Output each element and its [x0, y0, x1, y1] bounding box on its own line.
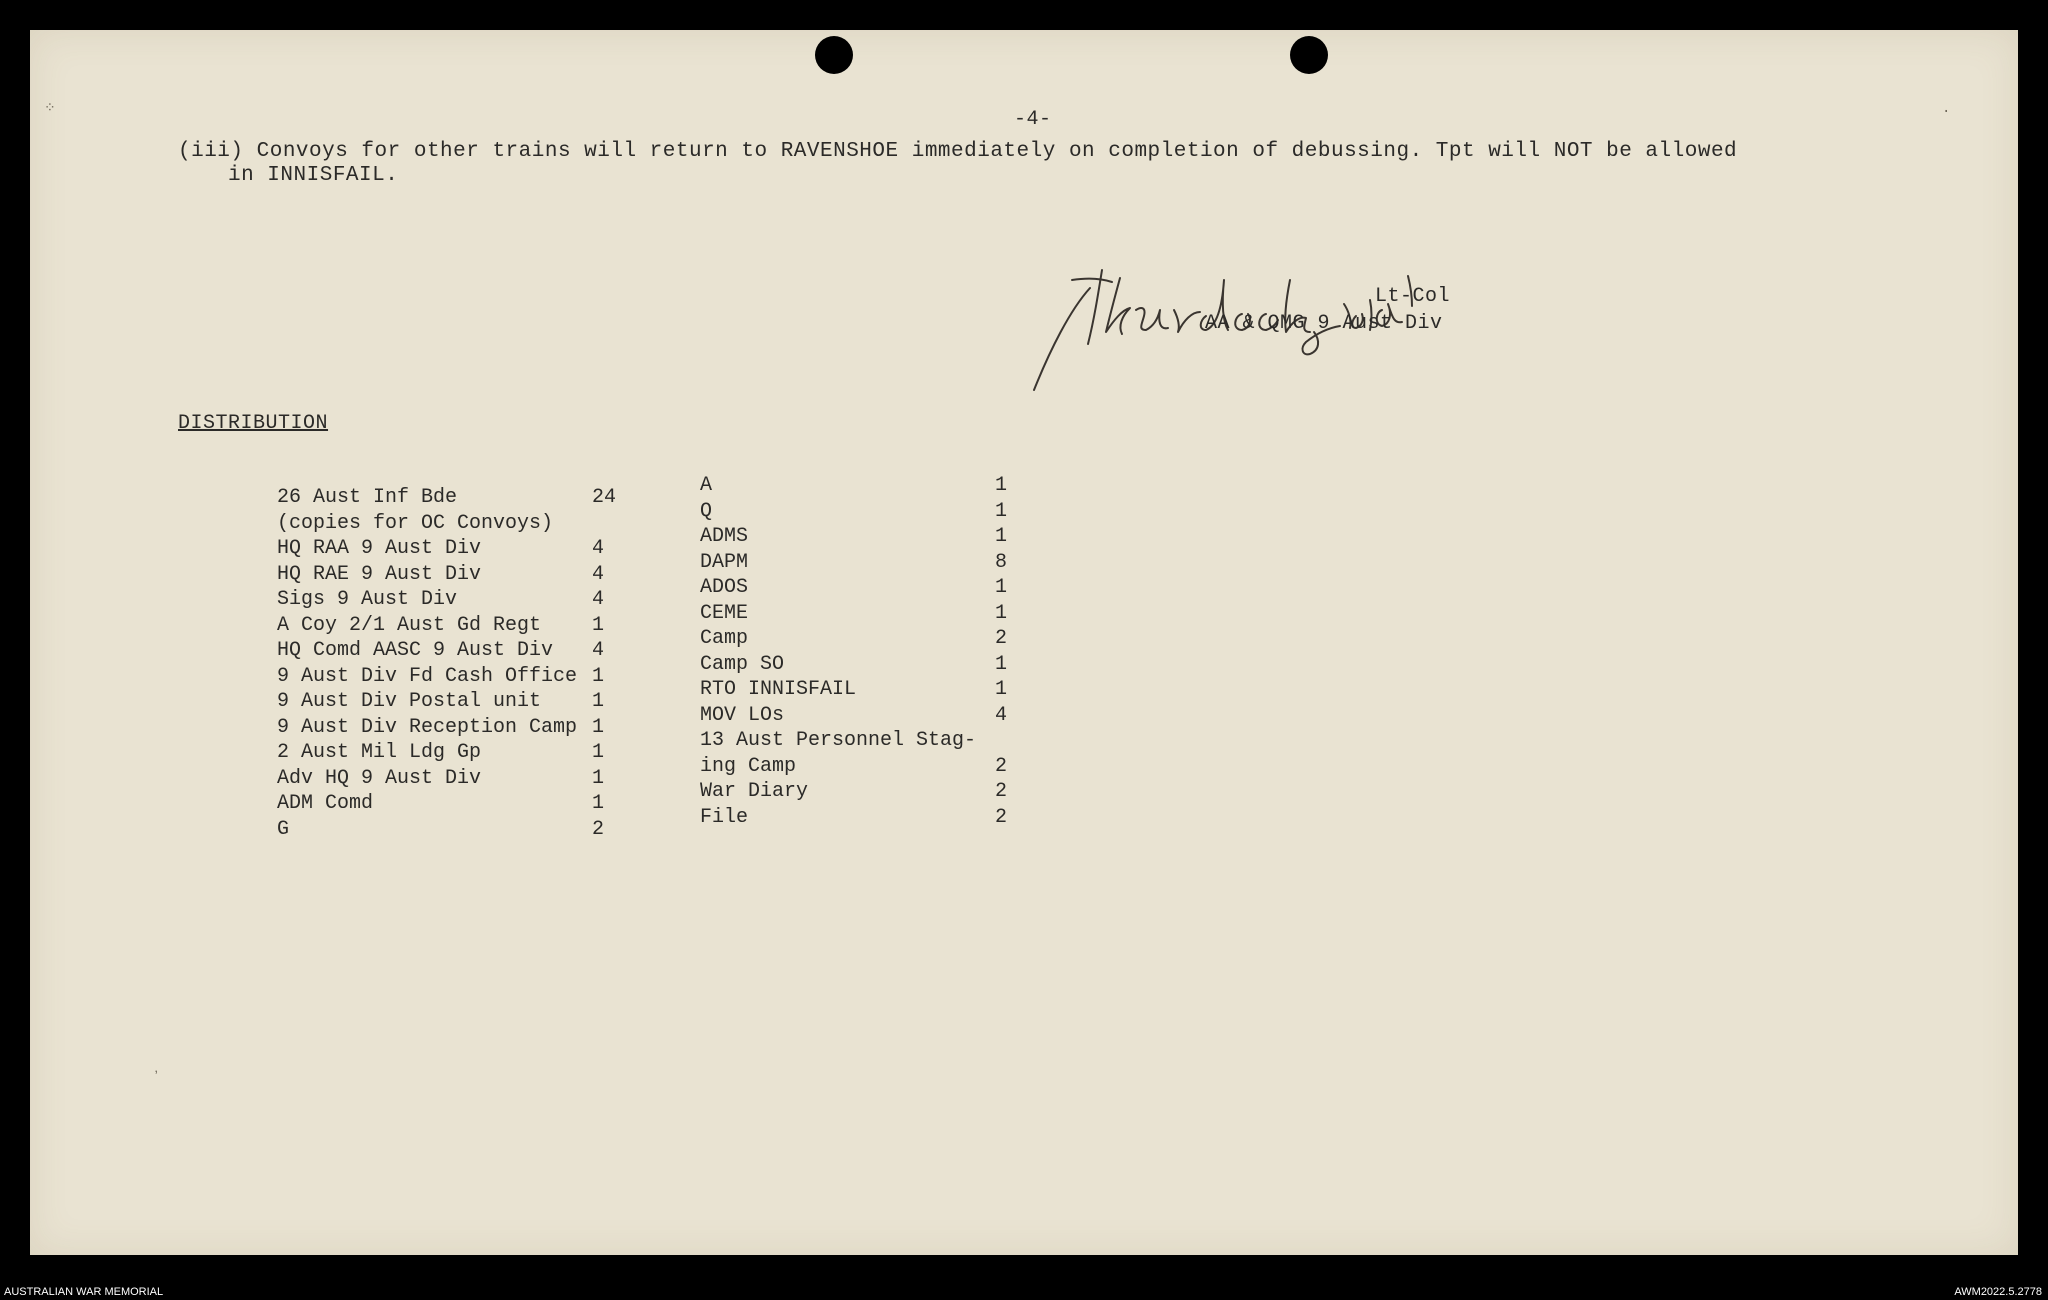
footer-source: AUSTRALIAN WAR MEMORIAL — [4, 1286, 164, 1298]
footer-bar — [0, 1285, 2048, 1300]
entry-copies: 4 — [592, 588, 605, 611]
signature-title: AA & QMG 9 Aust Div — [1205, 312, 1443, 335]
entry-copies: 1 — [592, 741, 605, 764]
entry-copies: 2 — [995, 780, 1008, 803]
entry-copies: 1 — [592, 715, 605, 739]
entry-name: HQ RAA 9 Aust Div — [277, 537, 482, 560]
entry-copies: 4 — [995, 703, 1008, 727]
entry-copies: 1 — [995, 678, 1008, 701]
entry-name: G — [277, 817, 290, 841]
entry-name: A Coy 2/1 Aust Gd Regt — [277, 613, 542, 637]
entry-copies: 1 — [995, 652, 1008, 676]
entry-copies: 1 — [592, 792, 605, 815]
entry-name: RTO INNISFAIL — [700, 678, 857, 701]
paper-blemish: · — [1942, 104, 1951, 120]
entry-copies: 1 — [995, 525, 1008, 548]
entry-name: 9 Aust Div Fd Cash Office — [277, 664, 578, 688]
entry-copies: 2 — [995, 754, 1008, 778]
entry-name: File — [700, 805, 749, 829]
entry-name: War Diary — [700, 780, 809, 803]
footer-accession-number: AWM2022.5.2778 — [1954, 1286, 2042, 1298]
entry-copies: 1 — [592, 664, 605, 688]
paragraph-line-2: in INNISFAIL. — [228, 164, 399, 187]
entry-name: ADMS — [700, 525, 749, 548]
entry-name: HQ Comd AASC 9 Aust Div — [277, 639, 554, 662]
entry-copies: 1 — [995, 601, 1008, 625]
entry-copies: 4 — [592, 537, 605, 560]
entry-copies: 2 — [592, 817, 605, 841]
entry-copies: 1 — [592, 613, 605, 637]
entry-name: CEME — [700, 601, 749, 625]
entry-name: Camp SO — [700, 652, 785, 676]
entry-name: Camp — [700, 627, 749, 650]
entry-copies: 4 — [592, 562, 605, 586]
paper-blemish: ʼ — [152, 1070, 161, 1086]
entry-name: MOV LOs — [700, 703, 785, 727]
entry-name: ADM Comd — [277, 792, 374, 815]
entry-name: HQ RAE 9 Aust Div — [277, 562, 482, 586]
entry-name: A — [700, 474, 713, 497]
entry-copies: 4 — [592, 639, 605, 662]
distribution-heading: DISTRIBUTION — [178, 412, 329, 435]
entry-name: ing Camp — [700, 754, 797, 778]
entry-name: 9 Aust Div Reception Camp — [277, 715, 578, 739]
entry-name: 9 Aust Div Postal unit — [277, 690, 542, 713]
entry-copies: 2 — [995, 627, 1008, 650]
entry-name: (copies for OC Convoys) — [277, 511, 554, 535]
paragraph-line-1: (iii) Convoys for other trains will return to RAVENSHOE immediately on completion of debussing. Tpt will NOT be allowed — [178, 140, 1738, 163]
entry-copies: 8 — [995, 550, 1008, 574]
entry-name: Sigs 9 Aust Div — [277, 588, 458, 611]
entry-copies: 1 — [995, 499, 1008, 523]
punch-hole-left — [815, 36, 853, 74]
paper-blemish: ⁘ — [44, 101, 56, 117]
entry-copies: 1 — [592, 766, 605, 790]
paragraph-iii — [178, 140, 1737, 188]
entry-copies: 1 — [592, 690, 605, 713]
entry-name: 2 Aust Mil Ldg Gp — [277, 741, 482, 764]
entry-name: 26 Aust Inf Bde — [277, 486, 458, 509]
entry-name: Q — [700, 499, 713, 523]
signature-rank: Lt-Col — [1375, 285, 1451, 308]
entry-copies: 1 — [995, 576, 1008, 599]
entry-name: 13 Aust Personnel Stag- — [700, 729, 977, 752]
punch-hole-right — [1290, 36, 1328, 74]
entry-copies: 24 — [592, 486, 617, 509]
page-number: -4- — [1014, 108, 1052, 131]
entry-copies: 2 — [995, 805, 1008, 829]
entry-copies: 1 — [995, 474, 1008, 497]
entry-name: Adv HQ 9 Aust Div — [277, 766, 482, 790]
entry-name: ADOS — [700, 576, 749, 599]
entry-name: DAPM — [700, 550, 749, 574]
